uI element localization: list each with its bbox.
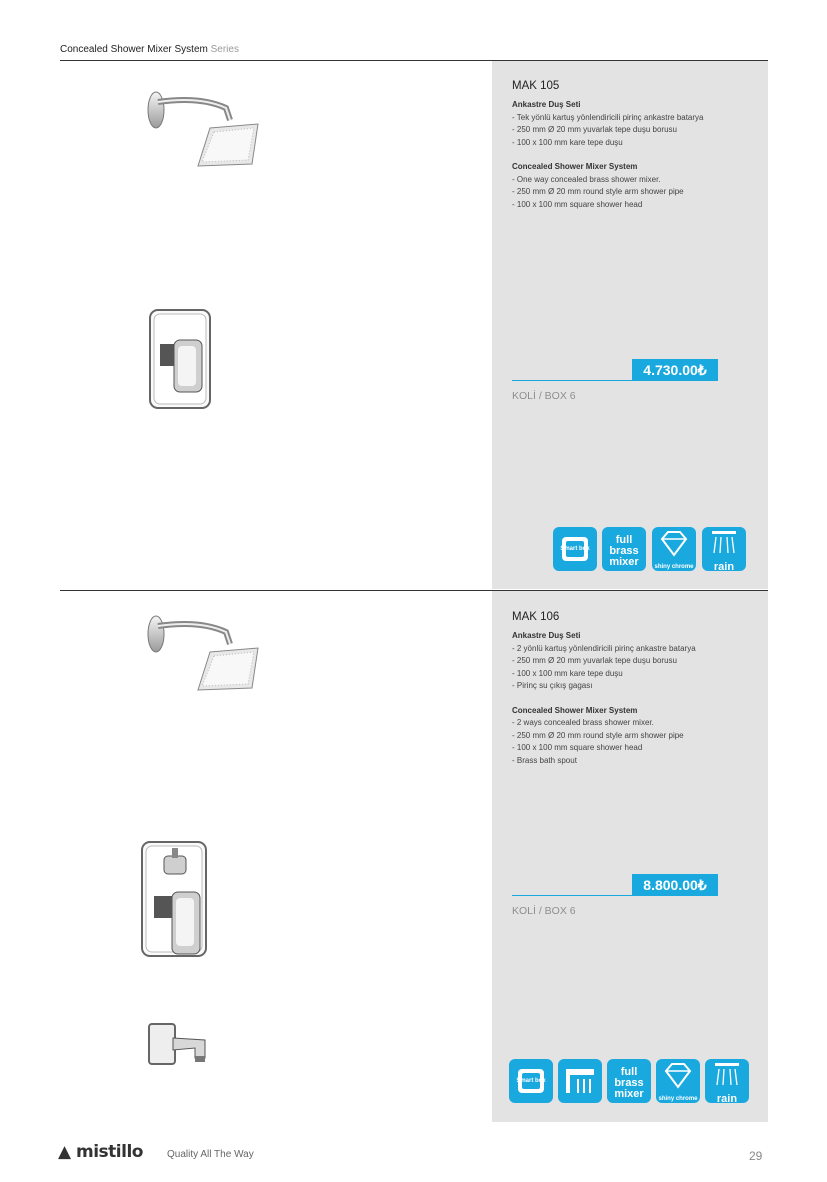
price-underline-2 — [512, 895, 632, 896]
en-item: - 250 mm Ø 20 mm round style arm shower pipe — [512, 730, 684, 740]
diverter-icon — [558, 1059, 602, 1103]
en-heading-1: Concealed Shower Mixer System — [512, 162, 638, 171]
en-item: - 250 mm Ø 20 mm round style arm shower pipe — [512, 187, 684, 196]
rain-shower-icon: rain — [702, 527, 746, 571]
shiny-chrome-icon: shiny chrome — [652, 527, 696, 571]
tr-item: - 250 mm Ø 20 mm yuvarlak tepe duşu borusu — [512, 656, 677, 665]
rain-shower-icon: rain — [705, 1059, 749, 1103]
price-tag-2: 8.800.00₺ — [632, 874, 718, 896]
tr-item: - 2 yönlü kartuş yönlendiricili pirinç ankastre batarya — [512, 643, 696, 653]
brand-logo: ▲ mistillo — [58, 1142, 143, 1162]
product-description-1 — [512, 99, 762, 211]
footer-tagline: Quality All The Way — [167, 1149, 254, 1160]
header-title: Concealed Shower Mixer System — [60, 44, 208, 55]
logo-mark-icon: ▲ — [58, 1142, 71, 1162]
smart-box-icon: Smart box — [509, 1059, 553, 1103]
header-series: Series — [210, 44, 239, 55]
tr-item: - 100 x 100 mm kare tepe duşu — [512, 137, 623, 147]
page-number: 29 — [749, 1149, 763, 1163]
en-item: - Brass bath spout — [512, 755, 577, 765]
tr-item: - Pirinç su çıkış gagası — [512, 681, 593, 690]
tr-heading-1: Ankastre Duş Seti — [512, 100, 581, 109]
box-quantity-1: KOLİ / BOX 6 — [512, 390, 576, 402]
bath-spout-image — [145, 1018, 213, 1076]
en-heading-2: Concealed Shower Mixer System — [512, 705, 638, 715]
concealed-mixer-image-1 — [146, 308, 214, 412]
smart-box-icon: Smart box — [553, 527, 597, 571]
shiny-chrome-icon: shiny chrome — [656, 1059, 700, 1103]
box-quantity-2: KOLİ / BOX 6 — [512, 905, 576, 917]
page-header — [60, 44, 239, 55]
en-item: - 2 ways concealed brass shower mixer. — [512, 718, 654, 727]
shower-head-image-2 — [140, 612, 265, 698]
product-code-1: MAK 105 — [512, 80, 560, 92]
shower-head-image-1 — [140, 88, 265, 174]
en-item: - 100 x 100 mm square shower head — [512, 199, 643, 209]
en-item: - One way concealed brass shower mixer. — [512, 174, 661, 184]
tr-heading-2: Ankastre Duş Seti — [512, 631, 581, 640]
concealed-mixer-image-2 — [134, 838, 212, 962]
price-underline-1 — [512, 380, 632, 381]
full-brass-mixer-icon: full brass mixer — [602, 527, 646, 571]
product-code-2: MAK 106 — [512, 611, 560, 623]
en-item: - 100 x 100 mm square shower head — [512, 743, 643, 752]
tr-item: - 100 x 100 mm kare tepe duşu — [512, 668, 623, 678]
product-description-2 — [512, 630, 762, 767]
full-brass-mixer-icon: full brass mixer — [607, 1059, 651, 1103]
tr-item: - 250 mm Ø 20 mm yuvarlak tepe duşu borusu — [512, 125, 677, 134]
tr-item: - Tek yönlü kartuş yönlendiricili pirinç ankastre batarya — [512, 112, 704, 122]
price-tag-1: 4.730.00₺ — [632, 359, 718, 381]
